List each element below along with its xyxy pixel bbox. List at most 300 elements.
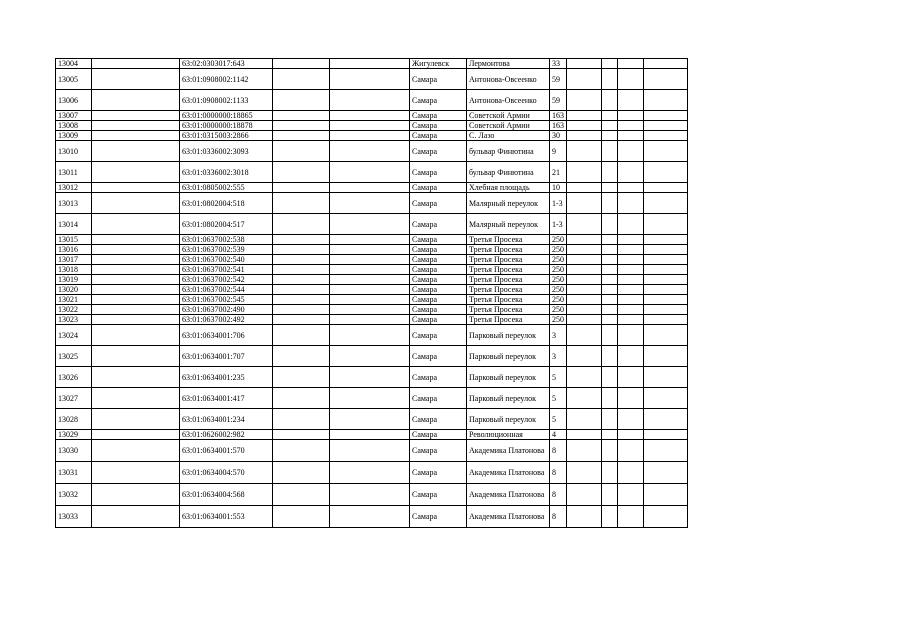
empty-cell [602, 388, 618, 409]
row-number-cell: 13005 [56, 69, 92, 90]
empty-cell [567, 462, 602, 484]
empty-cell [602, 275, 618, 285]
empty-cell [567, 346, 602, 367]
row-number-cell: 13016 [56, 245, 92, 255]
street-cell: Хлебная площадь [467, 183, 550, 193]
city-cell: Самара [410, 325, 467, 346]
empty-cell [567, 235, 602, 245]
registry-sheet [55, 58, 688, 528]
empty-cell [602, 484, 618, 506]
empty-cell [330, 285, 410, 295]
street-cell: Антонова-Овсеенко [467, 69, 550, 90]
empty-cell [567, 265, 602, 275]
empty-cell [567, 285, 602, 295]
empty-cell [567, 315, 602, 325]
empty-cell [618, 462, 644, 484]
empty-cell [273, 59, 330, 69]
house-number-cell: 33 [550, 59, 567, 69]
table-row [56, 141, 688, 162]
house-number-cell: 1-3 [550, 193, 567, 214]
empty-cell [602, 90, 618, 111]
empty-cell [644, 141, 688, 162]
empty-cell [273, 506, 330, 528]
street-cell: Антонова-Овсеенко [467, 90, 550, 111]
street-cell: Лермонтова [467, 59, 550, 69]
table-row [56, 255, 688, 265]
empty-cell [602, 214, 618, 235]
empty-cell [618, 121, 644, 131]
house-number-cell: 250 [550, 235, 567, 245]
empty-cell [618, 69, 644, 90]
empty-cell [330, 162, 410, 183]
registry-table [55, 58, 688, 528]
empty-cell [644, 59, 688, 69]
empty-cell [602, 131, 618, 141]
city-cell: Самара [410, 162, 467, 183]
row-number-cell: 13027 [56, 388, 92, 409]
table-row [56, 59, 688, 69]
cadastral-number-cell: 63:01:0000000:18865 [180, 111, 273, 121]
empty-cell [618, 315, 644, 325]
street-cell: Малярный переулок [467, 214, 550, 235]
empty-cell [567, 430, 602, 440]
house-number-cell: 10 [550, 183, 567, 193]
empty-cell [92, 162, 180, 183]
city-cell: Самара [410, 315, 467, 325]
empty-cell [618, 325, 644, 346]
empty-cell [644, 265, 688, 275]
cadastral-number-cell: 63:01:0634001:235 [180, 367, 273, 388]
empty-cell [273, 265, 330, 275]
empty-cell [92, 111, 180, 121]
empty-cell [644, 214, 688, 235]
empty-cell [273, 346, 330, 367]
row-number-cell: 13028 [56, 409, 92, 430]
city-cell: Самара [410, 346, 467, 367]
empty-cell [602, 367, 618, 388]
row-number-cell: 13004 [56, 59, 92, 69]
cadastral-number-cell: 63:01:0336002:3018 [180, 162, 273, 183]
empty-cell [618, 111, 644, 121]
city-cell: Самара [410, 193, 467, 214]
empty-cell [330, 245, 410, 255]
house-number-cell: 250 [550, 275, 567, 285]
empty-cell [644, 235, 688, 245]
city-cell: Самара [410, 141, 467, 162]
house-number-cell: 5 [550, 367, 567, 388]
street-cell: Третья Просека [467, 315, 550, 325]
city-cell: Самара [410, 305, 467, 315]
table-row [56, 409, 688, 430]
empty-cell [618, 214, 644, 235]
empty-cell [644, 388, 688, 409]
empty-cell [567, 255, 602, 265]
table-row [56, 346, 688, 367]
empty-cell [567, 121, 602, 131]
empty-cell [330, 131, 410, 141]
empty-cell [644, 305, 688, 315]
empty-cell [618, 245, 644, 255]
house-number-cell: 30 [550, 131, 567, 141]
house-number-cell: 8 [550, 484, 567, 506]
empty-cell [273, 69, 330, 90]
empty-cell [602, 315, 618, 325]
empty-cell [330, 409, 410, 430]
empty-cell [567, 59, 602, 69]
street-cell: Академика Платонова [467, 506, 550, 528]
empty-cell [330, 367, 410, 388]
empty-cell [567, 506, 602, 528]
table-row [56, 506, 688, 528]
empty-cell [567, 484, 602, 506]
city-cell: Самара [410, 409, 467, 430]
empty-cell [644, 315, 688, 325]
row-number-cell: 13007 [56, 111, 92, 121]
row-number-cell: 13029 [56, 430, 92, 440]
empty-cell [273, 162, 330, 183]
street-cell: Третья Просека [467, 285, 550, 295]
house-number-cell: 8 [550, 506, 567, 528]
empty-cell [330, 315, 410, 325]
empty-cell [273, 245, 330, 255]
table-row [56, 315, 688, 325]
empty-cell [644, 131, 688, 141]
empty-cell [567, 183, 602, 193]
empty-cell [273, 484, 330, 506]
house-number-cell: 8 [550, 462, 567, 484]
table-row [56, 214, 688, 235]
cadastral-number-cell: 63:01:0637002:544 [180, 285, 273, 295]
cadastral-number-cell: 63:01:0634001:706 [180, 325, 273, 346]
empty-cell [273, 388, 330, 409]
empty-cell [92, 484, 180, 506]
house-number-cell: 250 [550, 245, 567, 255]
empty-cell [92, 315, 180, 325]
row-number-cell: 13010 [56, 141, 92, 162]
row-number-cell: 13012 [56, 183, 92, 193]
city-cell: Самара [410, 90, 467, 111]
empty-cell [644, 295, 688, 305]
cadastral-number-cell: 63:01:0634004:568 [180, 484, 273, 506]
empty-cell [567, 214, 602, 235]
empty-cell [92, 346, 180, 367]
city-cell: Самара [410, 388, 467, 409]
row-number-cell: 13022 [56, 305, 92, 315]
empty-cell [273, 325, 330, 346]
empty-cell [330, 214, 410, 235]
row-number-cell: 13019 [56, 275, 92, 285]
empty-cell [644, 275, 688, 285]
street-cell: Третья Просека [467, 275, 550, 285]
empty-cell [618, 440, 644, 462]
empty-cell [618, 346, 644, 367]
table-row [56, 265, 688, 275]
empty-cell [92, 305, 180, 315]
empty-cell [330, 346, 410, 367]
table-row [56, 121, 688, 131]
empty-cell [273, 462, 330, 484]
house-number-cell: 59 [550, 69, 567, 90]
cadastral-number-cell: 63:01:0637002:542 [180, 275, 273, 285]
empty-cell [273, 141, 330, 162]
street-cell: Малярный переулок [467, 193, 550, 214]
empty-cell [644, 462, 688, 484]
empty-cell [92, 121, 180, 131]
house-number-cell: 250 [550, 255, 567, 265]
house-number-cell: 3 [550, 346, 567, 367]
empty-cell [330, 305, 410, 315]
empty-cell [92, 193, 180, 214]
empty-cell [273, 315, 330, 325]
empty-cell [273, 409, 330, 430]
house-number-cell: 250 [550, 295, 567, 305]
house-number-cell: 3 [550, 325, 567, 346]
empty-cell [273, 193, 330, 214]
empty-cell [330, 141, 410, 162]
city-cell: Самара [410, 111, 467, 121]
row-number-cell: 13011 [56, 162, 92, 183]
house-number-cell: 250 [550, 305, 567, 315]
empty-cell [273, 131, 330, 141]
empty-cell [618, 235, 644, 245]
row-number-cell: 13033 [56, 506, 92, 528]
empty-cell [644, 255, 688, 265]
cadastral-number-cell: 63:01:0805002:555 [180, 183, 273, 193]
empty-cell [567, 367, 602, 388]
empty-cell [618, 193, 644, 214]
cadastral-number-cell: 63:01:0637002:538 [180, 235, 273, 245]
empty-cell [602, 506, 618, 528]
empty-cell [644, 346, 688, 367]
empty-cell [602, 59, 618, 69]
city-cell: Самара [410, 275, 467, 285]
empty-cell [273, 111, 330, 121]
empty-cell [644, 90, 688, 111]
table-row [56, 111, 688, 121]
street-cell: Третья Просека [467, 305, 550, 315]
table-row [56, 162, 688, 183]
table-row [56, 430, 688, 440]
empty-cell [273, 255, 330, 265]
empty-cell [273, 275, 330, 285]
empty-cell [618, 275, 644, 285]
empty-cell [330, 265, 410, 275]
cadastral-number-cell: 63:01:0634001:553 [180, 506, 273, 528]
cadastral-number-cell: 63:01:0634001:570 [180, 440, 273, 462]
empty-cell [602, 255, 618, 265]
city-cell: Самара [410, 245, 467, 255]
empty-cell [273, 90, 330, 111]
empty-cell [273, 305, 330, 315]
house-number-cell: 250 [550, 265, 567, 275]
empty-cell [618, 506, 644, 528]
empty-cell [644, 183, 688, 193]
empty-cell [644, 245, 688, 255]
empty-cell [92, 295, 180, 305]
street-cell: Третья Просека [467, 265, 550, 275]
row-number-cell: 13013 [56, 193, 92, 214]
street-cell: Третья Просека [467, 245, 550, 255]
table-row [56, 275, 688, 285]
empty-cell [92, 265, 180, 275]
table-row [56, 193, 688, 214]
city-cell: Самара [410, 462, 467, 484]
city-cell: Самара [410, 235, 467, 245]
empty-cell [330, 90, 410, 111]
empty-cell [92, 325, 180, 346]
empty-cell [567, 193, 602, 214]
empty-cell [644, 193, 688, 214]
table-row [56, 131, 688, 141]
empty-cell [92, 214, 180, 235]
empty-cell [618, 409, 644, 430]
empty-cell [273, 440, 330, 462]
house-number-cell: 163 [550, 111, 567, 121]
empty-cell [618, 430, 644, 440]
empty-cell [644, 367, 688, 388]
house-number-cell: 163 [550, 121, 567, 131]
empty-cell [567, 162, 602, 183]
empty-cell [567, 409, 602, 430]
empty-cell [567, 141, 602, 162]
empty-cell [602, 245, 618, 255]
house-number-cell: 59 [550, 90, 567, 111]
row-number-cell: 13021 [56, 295, 92, 305]
row-number-cell: 13015 [56, 235, 92, 245]
city-cell: Самара [410, 255, 467, 265]
table-row [56, 367, 688, 388]
empty-cell [273, 430, 330, 440]
empty-cell [618, 162, 644, 183]
row-number-cell: 13014 [56, 214, 92, 235]
street-cell: Академика Платонова [467, 462, 550, 484]
empty-cell [92, 131, 180, 141]
empty-cell [618, 265, 644, 275]
empty-cell [330, 325, 410, 346]
empty-cell [602, 325, 618, 346]
empty-cell [567, 305, 602, 315]
empty-cell [602, 430, 618, 440]
empty-cell [567, 295, 602, 305]
empty-cell [618, 90, 644, 111]
row-number-cell: 13008 [56, 121, 92, 131]
street-cell: Третья Просека [467, 295, 550, 305]
city-cell: Самара [410, 285, 467, 295]
table-row [56, 388, 688, 409]
empty-cell [644, 111, 688, 121]
house-number-cell: 8 [550, 440, 567, 462]
table-row [56, 245, 688, 255]
row-number-cell: 13024 [56, 325, 92, 346]
cadastral-number-cell: 63:01:0637002:492 [180, 315, 273, 325]
empty-cell [644, 325, 688, 346]
street-cell: бульвар Финютина [467, 141, 550, 162]
empty-cell [92, 245, 180, 255]
empty-cell [644, 69, 688, 90]
city-cell: Самара [410, 430, 467, 440]
city-cell: Самара [410, 131, 467, 141]
empty-cell [618, 388, 644, 409]
empty-cell [330, 275, 410, 285]
house-number-cell: 9 [550, 141, 567, 162]
city-cell: Самара [410, 121, 467, 131]
empty-cell [602, 265, 618, 275]
empty-cell [602, 235, 618, 245]
street-cell: Советской Армии [467, 121, 550, 131]
empty-cell [330, 235, 410, 245]
cadastral-number-cell: 63:01:0637002:545 [180, 295, 273, 305]
empty-cell [330, 59, 410, 69]
table-row [56, 462, 688, 484]
street-cell: Парковый переулок [467, 325, 550, 346]
street-cell: Парковый переулок [467, 409, 550, 430]
house-number-cell: 21 [550, 162, 567, 183]
cadastral-number-cell: 63:01:0908002:1142 [180, 69, 273, 90]
empty-cell [330, 388, 410, 409]
empty-cell [618, 255, 644, 265]
table-row [56, 90, 688, 111]
street-cell: Третья Просека [467, 235, 550, 245]
cadastral-number-cell: 63:01:0336002:3093 [180, 141, 273, 162]
empty-cell [330, 484, 410, 506]
empty-cell [330, 193, 410, 214]
row-number-cell: 13030 [56, 440, 92, 462]
empty-cell [602, 193, 618, 214]
street-cell: Революционная [467, 430, 550, 440]
empty-cell [567, 69, 602, 90]
empty-cell [92, 235, 180, 245]
street-cell: Академика Платонова [467, 484, 550, 506]
house-number-cell: 5 [550, 388, 567, 409]
empty-cell [92, 409, 180, 430]
empty-cell [92, 59, 180, 69]
table-row [56, 285, 688, 295]
empty-cell [273, 235, 330, 245]
table-row [56, 325, 688, 346]
city-cell: Жигулевск [410, 59, 467, 69]
cadastral-number-cell: 63:01:0637002:490 [180, 305, 273, 315]
empty-cell [330, 121, 410, 131]
street-cell: Парковый переулок [467, 367, 550, 388]
empty-cell [618, 141, 644, 162]
empty-cell [567, 90, 602, 111]
empty-cell [330, 255, 410, 265]
empty-cell [602, 69, 618, 90]
house-number-cell: 1-3 [550, 214, 567, 235]
city-cell: Самара [410, 183, 467, 193]
house-number-cell: 5 [550, 409, 567, 430]
cadastral-number-cell: 63:01:0637002:539 [180, 245, 273, 255]
empty-cell [602, 305, 618, 315]
cadastral-number-cell: 63:01:0637002:541 [180, 265, 273, 275]
city-cell: Самара [410, 440, 467, 462]
cadastral-number-cell: 63:01:0000000:18878 [180, 121, 273, 131]
cadastral-number-cell: 63:01:0802004:517 [180, 214, 273, 235]
street-cell: Третья Просека [467, 255, 550, 265]
empty-cell [602, 162, 618, 183]
street-cell: С. Лазо [467, 131, 550, 141]
empty-cell [92, 440, 180, 462]
empty-cell [92, 462, 180, 484]
row-number-cell: 13025 [56, 346, 92, 367]
empty-cell [567, 131, 602, 141]
empty-cell [273, 214, 330, 235]
empty-cell [330, 430, 410, 440]
cadastral-number-cell: 63:01:0626002:982 [180, 430, 273, 440]
empty-cell [92, 430, 180, 440]
row-number-cell: 13023 [56, 315, 92, 325]
empty-cell [273, 285, 330, 295]
